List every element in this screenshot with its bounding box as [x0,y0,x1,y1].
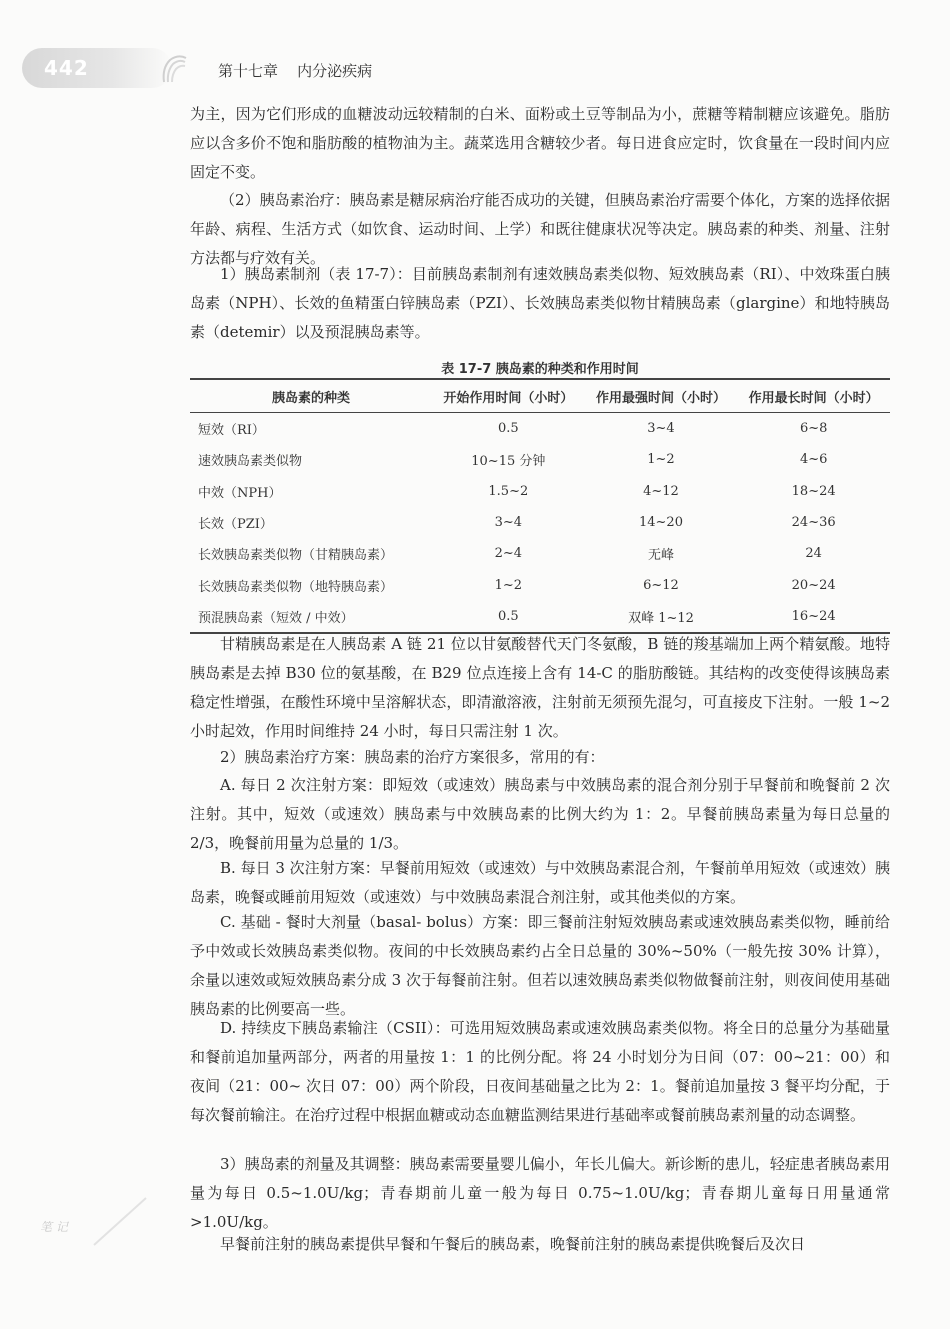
table-cell: 3~4 [494,515,523,531]
table-cell: 24 [805,546,822,562]
table-header-cell: 作用最强时间（小时） [585,379,738,413]
table-header-cell: 开始作用时间（小时） [432,379,585,413]
paragraph-glargine-detemir: 甘精胰岛素是在人胰岛素 A 链 21 位以甘氨酸替代天门冬氨酸，B 链的羧基端加上两个精氨酸。地特胰岛素是去掉 B30 位的氨基酸，在 B29 位点连接上含有 14-C 的脂肪酸链。其结构的改变使得该胰岛素稳定性增强，在酸性环境中呈溶解状态，即清澈溶液，注射前无须预先混匀，可直接皮下注射。一般 1~2 小时起效，作用时间维持 24 小时，每日只需注射 1 次。 [190,635,890,740]
paragraph-regimen-b: B. 每日 3 次注射方案：早餐前用短效（或速效）与中效胰岛素混合剂，午餐前单用短效（或速效）胰岛素，晚餐或睡前用短效（或速效）与中效胰岛素混合剂注射，或其他类似的方案。 [190,859,890,906]
paragraph-insulin-therapy: （2）胰岛素治疗：胰岛素是糖尿病治疗能否成功的关键，但胰岛素治疗需要个体化，方案的选择依据年龄、病程、生活方式（如饮食、运动时间、上学）和既往健康状况等决定。胰岛素的种类、剂量、注射方法都与疗效有关。 [190,191,890,267]
table-cell: 1.5~2 [488,483,529,499]
table-cell: 20~24 [791,577,836,593]
paragraph-regimen-c: C. 基础 - 餐时大剂量（basal- bolus）方案：即三餐前注射短效胰岛素或速效胰岛素类似物，睡前给予中效或长效胰岛素类似物。夜间的中长效胰岛素约占全日总量的 30%~50%（一般先按 30% 计算），余量以速效或短效胰岛素分成 3 次于每餐前注射。但若以速效胰岛素类似物做餐前注射，则夜间使用基础胰岛素的比例要高一些。 [190,913,890,1018]
table-cell: 1~2 [494,577,523,593]
table-header-cell: 胰岛素的种类 [190,379,432,413]
table-cell: 2~4 [494,546,523,562]
table-cell: 6~8 [799,421,828,437]
table-cell: 预混胰岛素（短效 / 中效） [190,601,432,633]
table-cell: 长效（PZI） [198,517,273,533]
table-row [190,538,890,569]
table-cell: 长效胰岛素类似物（地特胰岛素） [198,579,394,595]
table-cell: 16~24 [737,601,890,633]
paragraph-diet: 为主，因为它们形成的血糖波动远较精制的白米、面粉或土豆等制品为小，蔗糖等精制糖应该避免。脂肪应以含多价不饱和脂肪酸的植物油为主。蔬菜选用含糖较少者。每日进食应定时，饮食量在一段时间内应固定不变。 [190,105,890,181]
table-row [190,476,890,507]
table-cell: 10~15 分钟 [471,454,546,470]
chapter-ornament-icon [160,52,190,86]
page-number: 442 [44,56,89,80]
paragraph-regimens-intro: 2）胰岛素治疗方案：胰岛素的治疗方案很多，常用的有： [220,748,605,766]
table-row [190,601,890,633]
chapter-title: 第十七章 内分泌疾病 [218,62,373,80]
table-cell: 0.5 [432,601,585,633]
table-cell: 短效（RI） [198,423,265,439]
margin-notes-watermark [34,1190,154,1250]
table-cell: 速效胰岛素类似物 [198,454,303,470]
table-header-row [190,379,890,413]
table-cell: 1~2 [647,452,675,468]
table-row [190,569,890,600]
table-cell: 长效胰岛素类似物（甘精胰岛素） [198,548,394,564]
table-cell: 3~4 [647,421,675,437]
table-cell: 无峰 [647,548,674,564]
table-caption: 表 17-7 胰岛素的种类和作用时间 [441,362,639,377]
table-cell: 4~6 [799,452,828,468]
table-row [190,413,890,445]
paragraph-insulin-preparations: 1）胰岛素制剂（表 17-7）：目前胰岛素制剂有速效胰岛素类似物、短效胰岛素（RI）、中效珠蛋白胰岛素（NPH）、长效的鱼精蛋白锌胰岛素（PZI）、长效胰岛素类似物甘精胰岛素（glargine）和地特胰岛素（detemir）以及预混胰岛素等。 [190,265,890,341]
paragraph-regimen-d: D. 持续皮下胰岛素输注（CSII）：可选用短效胰岛素或速效胰岛素类似物。将全日的总量分为基础量和餐前追加量两部分，两者的用量按 1：1 的比例分配。将 24 小时划分为日间（07：00~21：00）和夜间（21：00~ 次日 07：00）两个阶段，日夜间基础量之比为 2：1。餐前追加量按 3 餐平均分配，于每次餐前输注。在治疗过程中根据血糖或动态血糖监测结果进行基础率或餐前胰岛素剂量的动态调整。 [190,1019,890,1124]
margin-note-label: 笔 记 [40,1220,68,1234]
paragraph-continuation: 早餐前注射的胰岛素提供早餐和午餐后的胰岛素，晚餐前注射的胰岛素提供晚餐后及次日 [220,1235,806,1253]
table-cell: 4~12 [643,483,679,499]
table-cell: 18~24 [791,483,836,499]
table-header-cell: 作用最长时间（小时） [737,379,890,413]
page-number-badge [22,48,172,88]
table-cell: 14~20 [638,515,683,531]
paragraph-regimen-a: A. 每日 2 次注射方案：即短效（或速效）胰岛素与中效胰岛素的混合剂分别于早餐前和晚餐前 2 次注射。其中，短效（或速效）胰岛素与中效胰岛素的比例大约为 1：2。早餐前胰岛素量为每日总量的 2/3，晚餐前用量为总量的 1/3。 [190,776,890,852]
table-cell: 中效（NPH） [198,485,282,501]
table-cell: 24~36 [791,515,836,531]
table-cell: 6~12 [643,577,679,593]
table-row [190,507,890,538]
insulin-types-table [190,378,890,634]
table-cell: 0.5 [497,421,519,437]
table-row [190,444,890,475]
table-cell: 双峰 1~12 [585,601,738,633]
paragraph-dosage: 3）胰岛素的剂量及其调整：胰岛素需要量婴儿偏小，年长儿偏大。新诊断的患儿，轻症患者胰岛素用量为每日 0.5~1.0U/kg；青春期前儿童一般为每日 0.75~1.0U/kg；青春期儿童每日用量通常 >1.0U/kg。 [190,1155,890,1231]
